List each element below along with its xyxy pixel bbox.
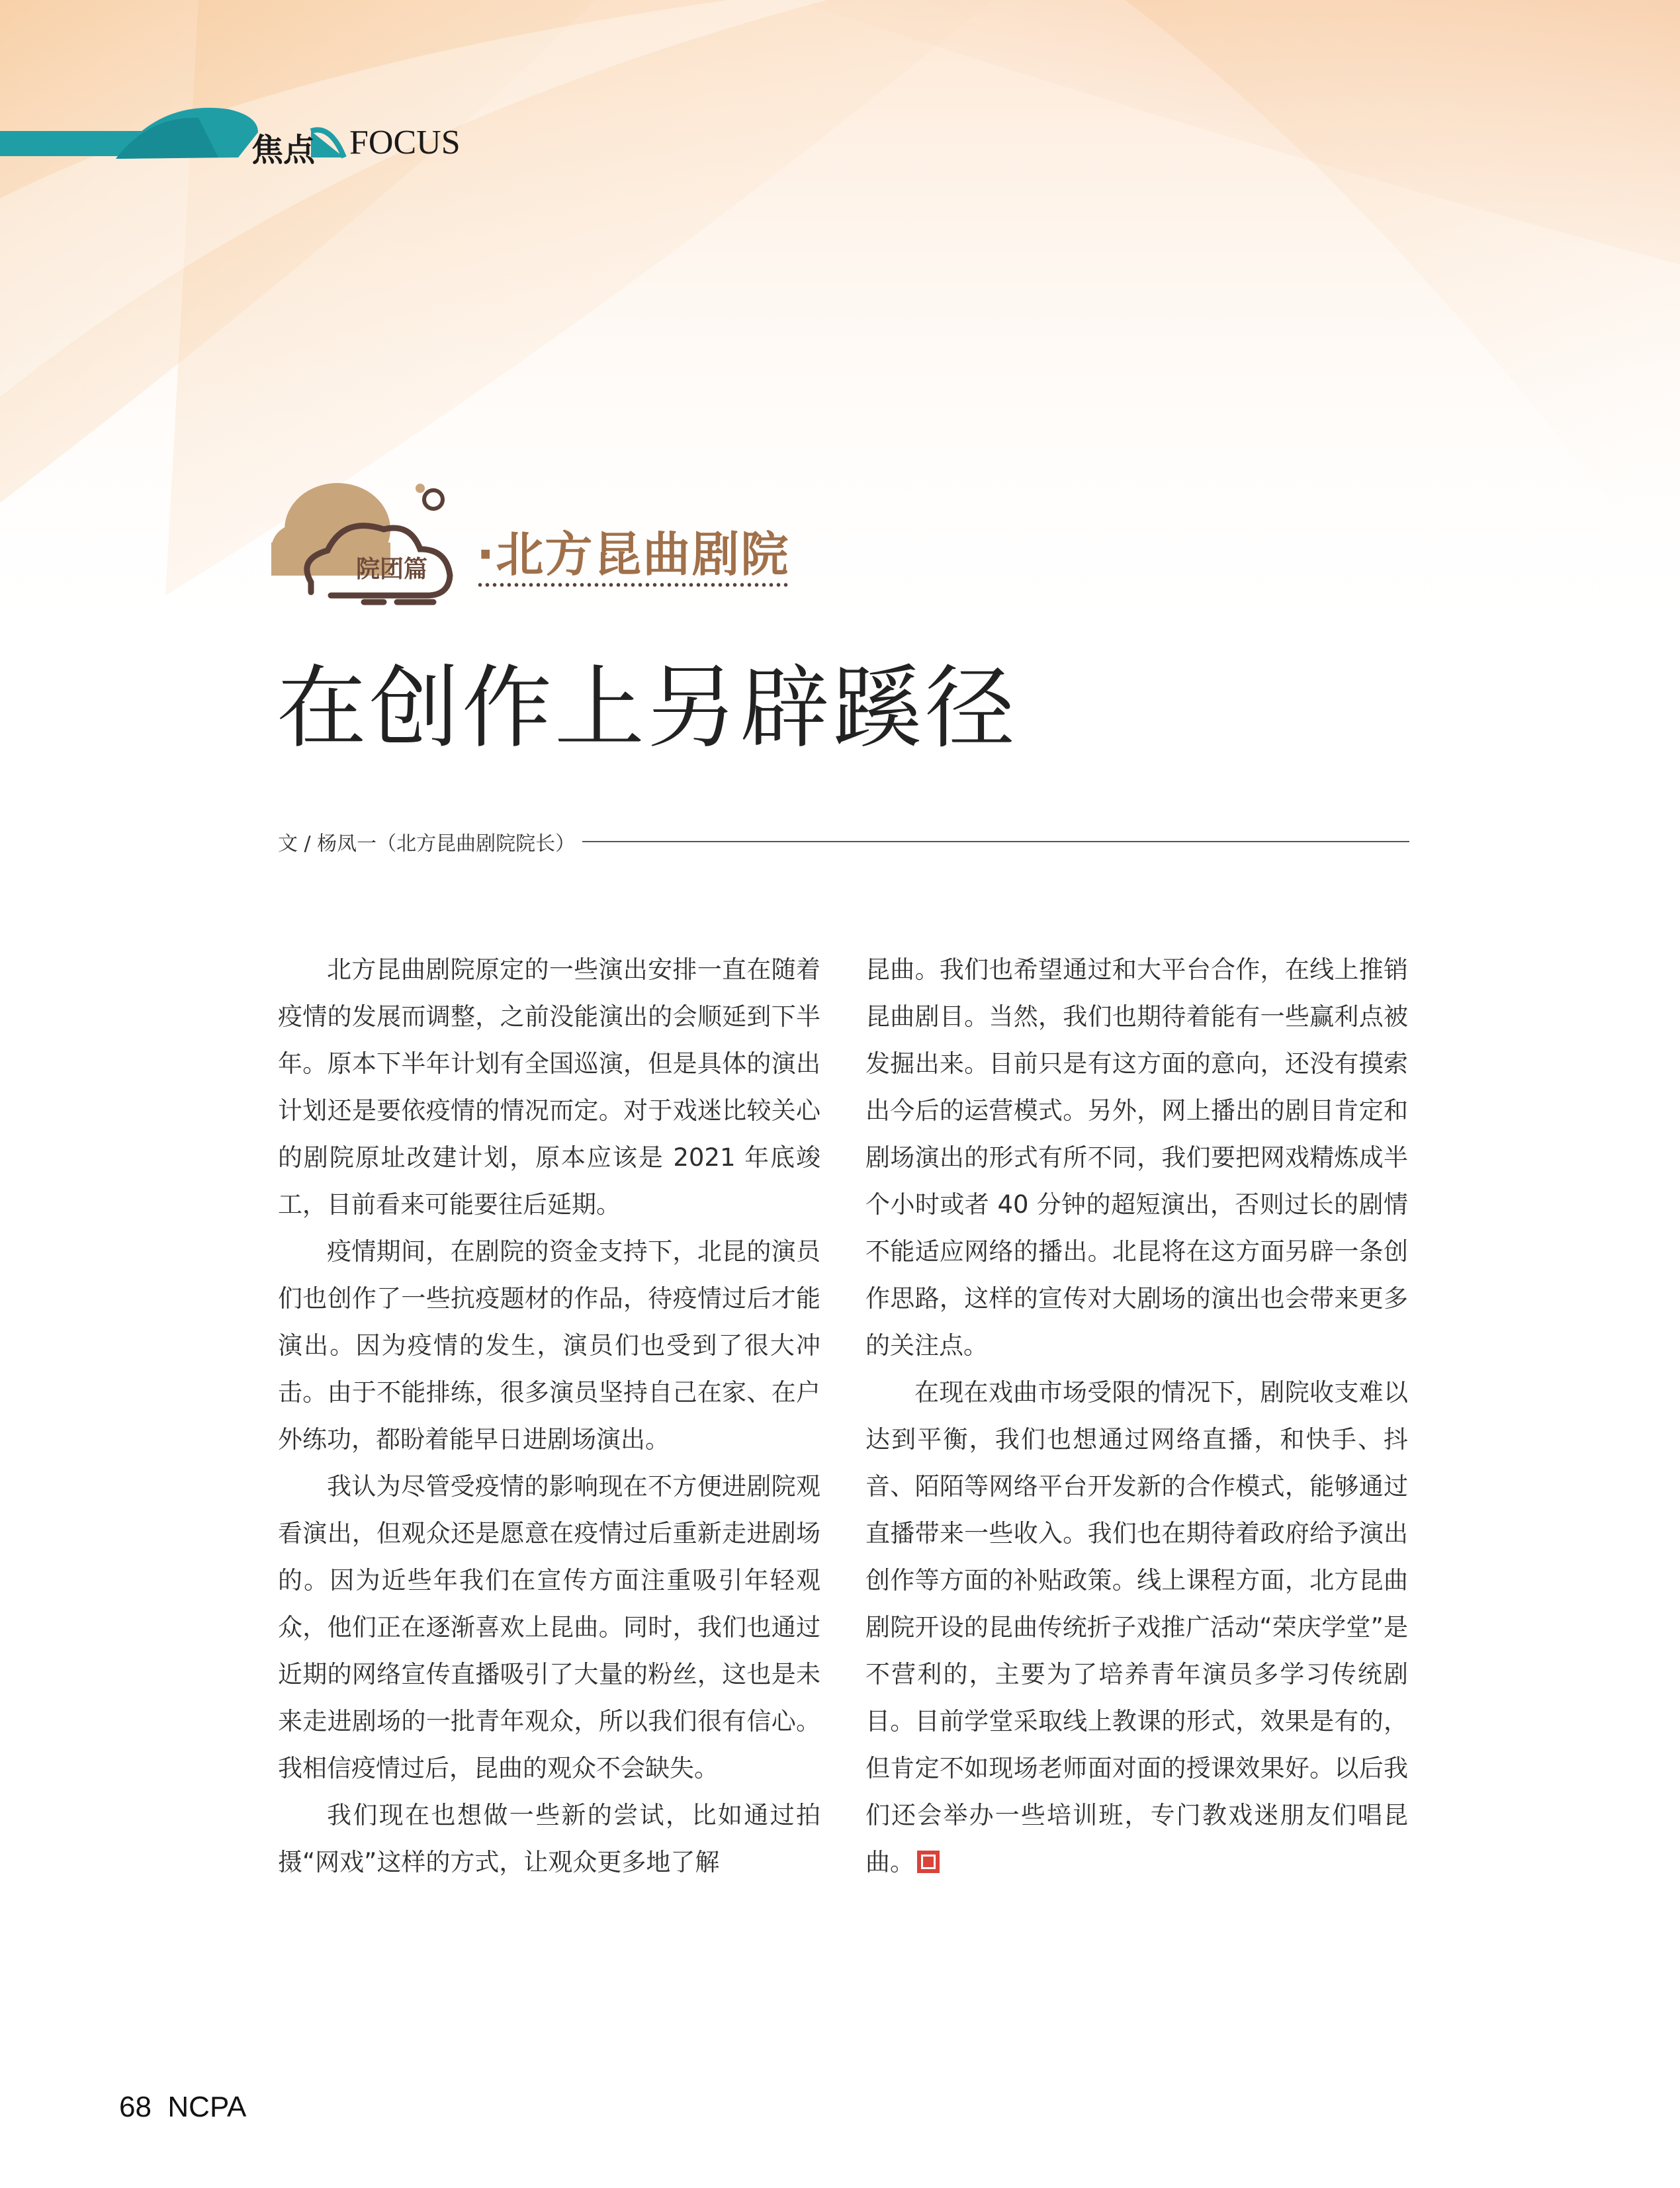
paragraph: 疫情期间，在剧院的资金支持下，北昆的演员们也创作了一些抗疫题材的作品，待疫情过后才能演出。因为疫情的发生，演员们也受到了很大冲击。由于不能排练，很多演员坚持自己在家、在户外练功，都盼着能早日进剧场演出。 bbox=[278, 1237, 820, 1454]
paragraph-text: 在现在戏曲市场受限的情况下，剧院收支难以达到平衡，我们也想通过网络直播，和快手、抖音、陌陌等网络平台开发新的合作模式，能够通过直播带来一些收入。我们也在期待着政府给予演出创作等方面的补贴政策。线上课程方面，北方昆曲剧院开设的昆曲传统折子戏推广活动“荣庆学堂”是不营利的，主要为了培养青年演员多学习传统剧目。目前学堂采取线上教课的形式，效果是有的，但肯定不如现场老师面对面的授课效果好。以后我们还会举办一些培训班，专门教戏迷朋友们唱昆曲。 bbox=[865, 1378, 1408, 1876]
dotted-divider bbox=[476, 582, 791, 588]
cloud-icon bbox=[271, 476, 483, 609]
paragraph: 我认为尽管受疫情的影响现在不方便进剧院观看演出，但观众还是愿意在疫情过后重新走进剧场的。因为近些年我们在宣传方面注重吸引年轻观众，他们正在逐渐喜欢上昆曲。同时，我们也通过近期的网络宣传直播吸引了大量的粉丝，这也是未来走进剧场的一批青年观众，所以我们很有信心。我相信疫情过后，昆曲的观众不会缺失。 bbox=[278, 1472, 820, 1782]
paragraph: 北方昆曲剧院原定的一些演出安排一直在随着疫情的发展而调整，之前没能演出的会顺延到下半年。原本下半年计划有全国巡演，但是具体的演出计划还是要依疫情的情况而定。对于戏迷比较关心的剧院原址改建计划，原本应该是 2021 年底竣工，目前看来可能要往后延期。 bbox=[278, 955, 820, 1219]
article-column-left bbox=[278, 946, 820, 1886]
section-label-en: FOCUS bbox=[349, 124, 461, 161]
paragraph-last bbox=[865, 1369, 1408, 1886]
section-label-cn: 焦点 bbox=[251, 132, 316, 169]
paragraph: 昆曲。我们也希望通过和大平台合作，在线上推销昆曲剧目。当然，我们也期待着能有一些赢利点被发掘出来。目前只是有这方面的意向，还没有摸索出今后的运营模式。另外，网上播出的剧目肯定和剧场演出的形式有所不同，我们要把网戏精炼成半个小时或者 40 分钟的超短演出，否则过长的剧情不能适应网络的播出。北昆将在这方面另辟一条创作思路，这样的宣传对大剧场的演出也会带来更多的关注点。 bbox=[865, 955, 1408, 1360]
byline-rule bbox=[582, 841, 1409, 842]
article-column-right bbox=[865, 946, 1408, 1886]
end-mark-icon bbox=[917, 1851, 940, 1873]
paragraph: 我们现在也想做一些新的尝试，比如通过拍摄“网戏”这样的方式，让观众更多地了解 bbox=[278, 1801, 820, 1876]
article-title: 在创作上另辟蹊径 bbox=[277, 656, 1018, 761]
section-title: ·北方昆曲剧院 bbox=[476, 527, 790, 582]
section-tag: 院团篇 bbox=[356, 556, 428, 583]
page-footer: 68 NCPA bbox=[119, 2091, 247, 2123]
article-byline: 文 / 杨凤一（北方昆曲剧院院长） bbox=[278, 832, 576, 855]
